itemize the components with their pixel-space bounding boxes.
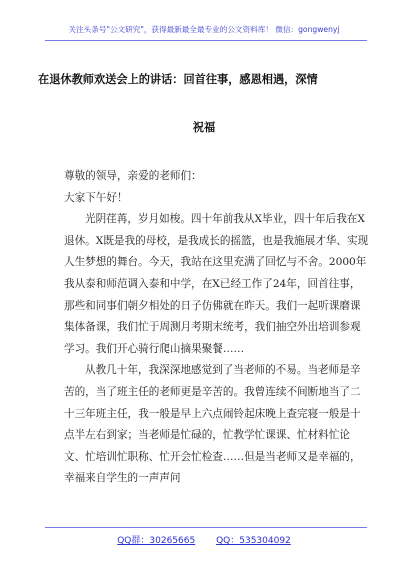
paragraph-1: 光阴荏苒，岁月如梭。四十年前我从X毕业，四十年后我在X退休。X既是我的母校，是我成长的摇篮，也是我施展才华、实现人生梦想的舞台。今天，我站在这里充满了回忆与不舍。2000年我从泰和师范调入泰和中学，在X已经工作了24年，回首往事，那些和同事们朝夕相处的日子仿佛就在昨天。我们一起听课磨课集体备课，我们忙于周测月考期末统考，我们抽空外出培训参观学习。我们开心骑行爬山摘果聚餐…… (64, 213, 369, 355)
document-title: 在退休教师欢送会上的讲话：回首往事，感恩相遇，深情 (38, 73, 318, 86)
document-body (64, 166, 370, 490)
paragraph-2: 从教几十年，我深深地感觉到了当老师的不易。当老师是辛苦的，当了班主任的老师更是辛苦的。我曾连续不间断地当了二十三年班主任，我一般是早上六点闹铃起床晚上查完寝一般是十点半左右到家；当老师是忙碌的，忙教学忙课课、忙材料忙论文、忙培训忙职称、忙开会忙检查……但是当老师又是幸福的，幸福来自学生的一声声问 (64, 364, 361, 485)
header-banner: 关注头条号"公文研究"，获得最新最全最专业的公文资料库！ 微信：gongwenyj (68, 25, 340, 34)
footer-qq[interactable]: QQ：535304092 (216, 536, 291, 546)
salute: 大家下午好！ (64, 191, 128, 204)
footer-qq-group[interactable]: QQ群：30265665 (117, 536, 196, 546)
footer-divider (45, 527, 367, 528)
header-divider (45, 40, 367, 41)
document-title-continued: 祝福 (192, 121, 216, 134)
greeting: 尊敬的领导，亲爱的老师们： (64, 170, 202, 182)
footer (0, 533, 408, 546)
